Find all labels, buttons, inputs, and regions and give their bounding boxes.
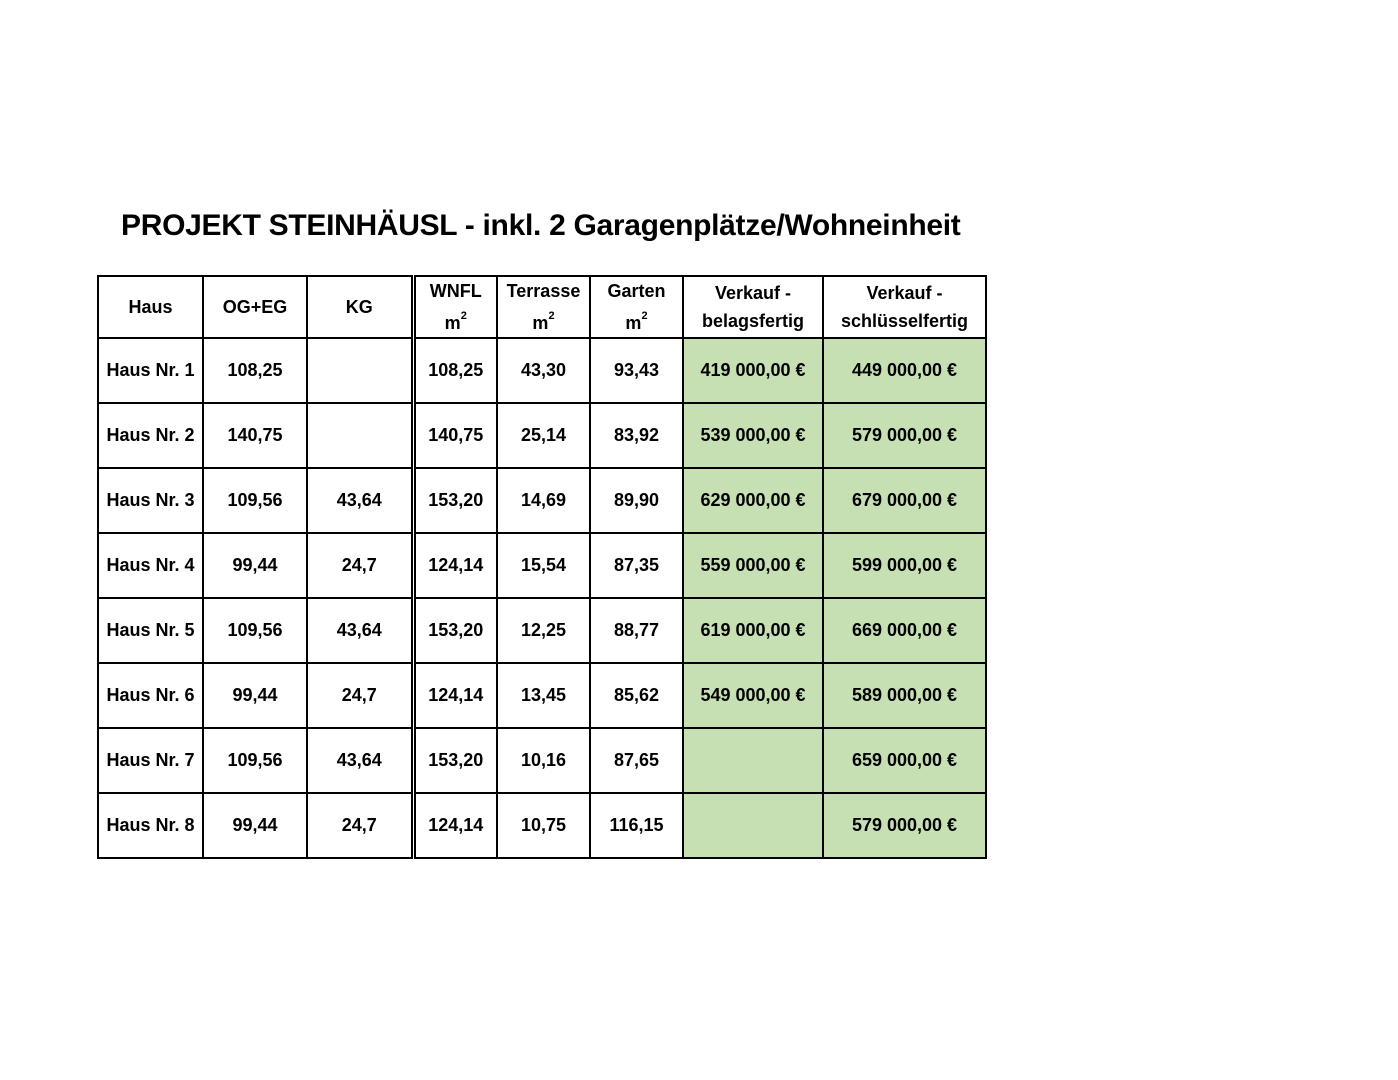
table-row: [98, 598, 986, 663]
header-garten-unit: $m^2$: [625, 310, 648, 333]
cell-wnfl: 153,20: [413, 468, 497, 533]
cell-garten: 87,35: [590, 533, 683, 598]
cell-wnfl: 124,14: [413, 663, 497, 728]
cell-belagsfertig: 419 000,00 €: [683, 338, 823, 403]
cell-kg: [307, 403, 413, 468]
table-row: [98, 338, 986, 403]
cell-garten: 116,15: [590, 793, 683, 858]
cell-og-eg: 99,44: [203, 793, 307, 858]
table-row: [98, 533, 986, 598]
cell-haus: Haus Nr. 2: [98, 403, 203, 468]
header-verkauf-belag-line2: belagsfertig: [701, 311, 805, 331]
cell-schluesselfertig: 589 000,00 €: [823, 663, 986, 728]
page-title: PROJEKT STEINHÄUSL - inkl. 2 Garagenplätze/Wohneinheit: [121, 209, 961, 242]
cell-haus: Haus Nr. 1: [98, 338, 203, 403]
cell-terrasse: 14,69: [497, 468, 590, 533]
header-haus: Haus: [98, 276, 203, 338]
header-wnfl: [413, 276, 497, 338]
cell-og-eg: 140,75: [203, 403, 307, 468]
cell-belagsfertig: [683, 793, 823, 858]
cell-garten: 93,43: [590, 338, 683, 403]
cell-belagsfertig: 619 000,00 €: [683, 598, 823, 663]
cell-terrasse: 12,25: [497, 598, 590, 663]
cell-kg: 24,7: [307, 663, 413, 728]
cell-schluesselfertig: 599 000,00 €: [823, 533, 986, 598]
header-garten: [590, 276, 683, 338]
cell-schluesselfertig: 659 000,00 €: [823, 728, 986, 793]
header-og-eg: OG+EG: [203, 276, 307, 338]
cell-wnfl: 124,14: [413, 793, 497, 858]
cell-terrasse: 10,75: [497, 793, 590, 858]
cell-wnfl: 140,75: [413, 403, 497, 468]
header-verkauf-schluessel-line1: Verkauf -: [866, 283, 943, 303]
cell-haus: Haus Nr. 8: [98, 793, 203, 858]
cell-terrasse: 10,16: [497, 728, 590, 793]
header-verkauf-schluesselfertig: [823, 276, 986, 338]
cell-garten: 83,92: [590, 403, 683, 468]
price-table: [97, 275, 987, 859]
cell-haus: Haus Nr. 6: [98, 663, 203, 728]
header-terrasse-label: Terrasse: [506, 281, 581, 301]
header-wnfl-unit: $m^2$: [444, 310, 467, 333]
cell-og-eg: 109,56: [203, 468, 307, 533]
cell-belagsfertig: 559 000,00 €: [683, 533, 823, 598]
cell-terrasse: 25,14: [497, 403, 590, 468]
cell-haus: Haus Nr. 5: [98, 598, 203, 663]
cell-belagsfertig: 629 000,00 €: [683, 468, 823, 533]
cell-kg: 24,7: [307, 793, 413, 858]
cell-garten: 88,77: [590, 598, 683, 663]
cell-haus: Haus Nr. 3: [98, 468, 203, 533]
cell-wnfl: 124,14: [413, 533, 497, 598]
cell-og-eg: 99,44: [203, 663, 307, 728]
cell-garten: 87,65: [590, 728, 683, 793]
cell-kg: [307, 338, 413, 403]
cell-haus: Haus Nr. 4: [98, 533, 203, 598]
cell-og-eg: 108,25: [203, 338, 307, 403]
cell-terrasse: 13,45: [497, 663, 590, 728]
table-row: [98, 403, 986, 468]
cell-kg: 24,7: [307, 533, 413, 598]
cell-schluesselfertig: 579 000,00 €: [823, 793, 986, 858]
cell-og-eg: 109,56: [203, 598, 307, 663]
cell-wnfl: 153,20: [413, 598, 497, 663]
cell-haus: Haus Nr. 7: [98, 728, 203, 793]
header-garten-label: Garten: [607, 281, 666, 301]
cell-og-eg: 109,56: [203, 728, 307, 793]
cell-garten: 85,62: [590, 663, 683, 728]
header-kg: KG: [307, 276, 413, 338]
cell-schluesselfertig: 449 000,00 €: [823, 338, 986, 403]
cell-belagsfertig: 549 000,00 €: [683, 663, 823, 728]
cell-kg: 43,64: [307, 598, 413, 663]
cell-wnfl: 108,25: [413, 338, 497, 403]
cell-og-eg: 99,44: [203, 533, 307, 598]
cell-terrasse: 15,54: [497, 533, 590, 598]
cell-belagsfertig: [683, 728, 823, 793]
cell-garten: 89,90: [590, 468, 683, 533]
cell-schluesselfertig: 679 000,00 €: [823, 468, 986, 533]
header-terrasse-unit: $m^2$: [532, 310, 555, 333]
cell-schluesselfertig: 579 000,00 €: [823, 403, 986, 468]
table-row: [98, 663, 986, 728]
cell-wnfl: 153,20: [413, 728, 497, 793]
header-verkauf-belag-line1: Verkauf -: [714, 283, 792, 303]
table-row: [98, 728, 986, 793]
cell-kg: 43,64: [307, 728, 413, 793]
cell-schluesselfertig: 669 000,00 €: [823, 598, 986, 663]
header-terrasse: [497, 276, 590, 338]
header-verkauf-belagsfertig: [683, 276, 823, 338]
cell-belagsfertig: 539 000,00 €: [683, 403, 823, 468]
header-verkauf-schluessel-line2: schlüsselfertig: [840, 311, 969, 331]
table-row: [98, 793, 986, 858]
table-header-row: [98, 276, 986, 338]
table-row: [98, 468, 986, 533]
cell-kg: 43,64: [307, 468, 413, 533]
cell-terrasse: 43,30: [497, 338, 590, 403]
header-wnfl-label: WNFL: [429, 281, 482, 301]
